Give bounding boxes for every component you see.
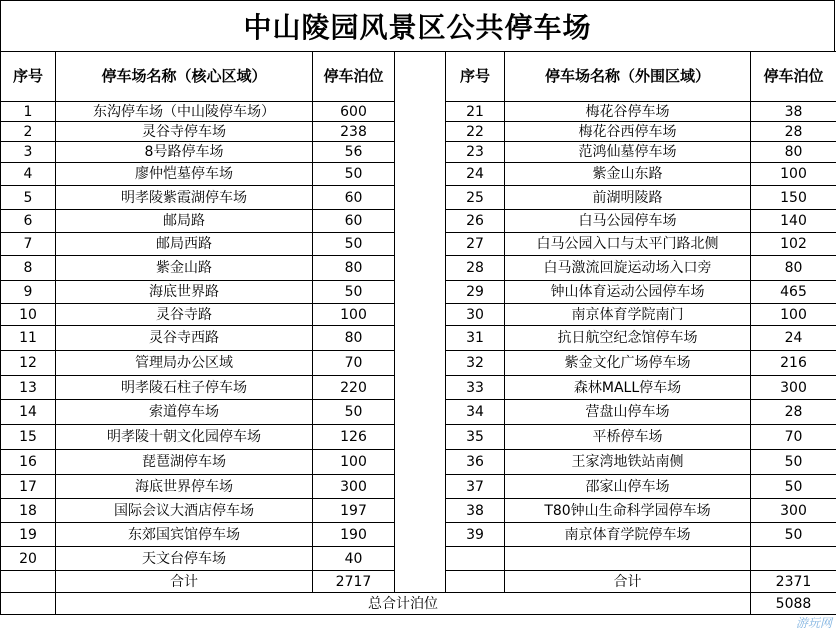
table-row [1,304,836,326]
row-index: 6 [1,210,56,233]
parking-name: 营盘山停车场 [505,400,751,425]
column-gap [395,351,446,376]
parking-name: 平桥停车场 [505,425,751,450]
row-index: 31 [446,326,505,351]
table-row [1,547,836,571]
parking-spaces: 238 [313,122,395,142]
row-index: 35 [446,425,505,450]
parking-name: 天文台停车场 [56,547,313,571]
table-row [1,425,836,450]
row-index: 27 [446,233,505,256]
parking-spaces: 300 [313,475,395,499]
parking-spaces: 140 [751,210,836,233]
column-gap [395,256,446,281]
row-index: 8 [1,256,56,281]
row-index: 1 [1,102,56,122]
column-gap [395,186,446,210]
table-row [1,400,836,425]
table-header-row [1,52,836,102]
row-index: 34 [446,400,505,425]
parking-spaces: 50 [751,450,836,475]
row-index: 29 [446,281,505,304]
parking-name: 梅花谷西停车场 [505,122,751,142]
table-row [1,233,836,256]
table-row [1,475,836,499]
column-gap [395,163,446,186]
empty-cell [1,571,56,593]
column-gap [395,450,446,475]
empty-cell [505,547,751,571]
parking-spaces: 300 [751,376,836,400]
row-index: 10 [1,304,56,326]
parking-spaces: 80 [751,142,836,163]
row-index: 39 [446,523,505,547]
row-index: 12 [1,351,56,376]
col-header-name-left: 停车场名称（核心区域） [56,52,313,102]
parking-name: 王家湾地铁站南侧 [505,450,751,475]
subtotal-row [1,571,836,593]
parking-name: 琵琶湖停车场 [56,450,313,475]
column-gap [395,523,446,547]
parking-name: 邮局路 [56,210,313,233]
row-index: 37 [446,475,505,499]
parking-name: 南京体育学院南门 [505,304,751,326]
page-title: 中山陵园风景区公共停车场 [0,0,835,52]
parking-name: 抗日航空纪念馆停车场 [505,326,751,351]
row-index: 30 [446,304,505,326]
col-header-name-right: 停车场名称（外围区域） [505,52,751,102]
subtotal-label-right: 合计 [505,571,751,593]
parking-name: 明孝陵十朝文化园停车场 [56,425,313,450]
row-index: 17 [1,475,56,499]
table-row [1,102,836,122]
table-row [1,499,836,523]
row-index: 15 [1,425,56,450]
parking-spaces: 600 [313,102,395,122]
subtotal-value-left: 2717 [313,571,395,593]
row-index: 26 [446,210,505,233]
table-row [1,351,836,376]
parking-spaces: 300 [751,499,836,523]
col-header-index-right: 序号 [446,52,505,102]
empty-cell [751,547,836,571]
row-index: 4 [1,163,56,186]
parking-name: 森林MALL停车场 [505,376,751,400]
parking-spaces: 56 [313,142,395,163]
parking-name: 8号路停车场 [56,142,313,163]
parking-name: 灵谷寺路 [56,304,313,326]
parking-name: 明孝陵紫霞湖停车场 [56,186,313,210]
column-gap [395,475,446,499]
parking-spaces: 126 [313,425,395,450]
parking-spaces: 50 [751,475,836,499]
parking-spaces: 100 [313,450,395,475]
column-gap [395,326,446,351]
column-gap [395,122,446,142]
row-index: 5 [1,186,56,210]
watermark: 游玩网 [795,616,832,630]
column-gap [395,376,446,400]
parking-spaces: 28 [751,122,836,142]
parking-name: 东沟停车场（中山陵停车场） [56,102,313,122]
parking-name: 钟山体育运动公园停车场 [505,281,751,304]
row-index: 22 [446,122,505,142]
column-gap [395,304,446,326]
total-value: 5088 [751,593,836,615]
column-gap [395,499,446,523]
subtotal-value-right: 2371 [751,571,836,593]
parking-name: 紫金文化广场停车场 [505,351,751,376]
table-row [1,450,836,475]
parking-spaces: 197 [313,499,395,523]
row-index: 19 [1,523,56,547]
column-gap [395,571,446,593]
parking-spaces: 100 [313,304,395,326]
parking-spaces: 70 [313,351,395,376]
table-row [1,376,836,400]
parking-spaces: 50 [313,163,395,186]
parking-name: 海底世界路 [56,281,313,304]
parking-spaces: 190 [313,523,395,547]
row-index: 14 [1,400,56,425]
parking-spaces: 70 [751,425,836,450]
row-index: 28 [446,256,505,281]
column-gap [395,52,446,102]
column-gap [395,210,446,233]
row-index: 25 [446,186,505,210]
parking-spaces: 102 [751,233,836,256]
row-index: 23 [446,142,505,163]
parking-name: 白马激流回旋运动场入口旁 [505,256,751,281]
parking-spaces: 220 [313,376,395,400]
row-index: 2 [1,122,56,142]
table-row [1,163,836,186]
parking-name: 南京体育学院停车场 [505,523,751,547]
parking-name: 范鸿仙墓停车场 [505,142,751,163]
column-gap [395,102,446,122]
column-gap [395,400,446,425]
row-index: 24 [446,163,505,186]
column-gap [395,233,446,256]
parking-name: 灵谷寺西路 [56,326,313,351]
empty-cell [446,547,505,571]
parking-spaces: 50 [751,523,836,547]
row-index: 33 [446,376,505,400]
table-row [1,122,836,142]
table-body [1,52,836,615]
row-index: 11 [1,326,56,351]
parking-name: 邵家山停车场 [505,475,751,499]
parking-name: 紫金山东路 [505,163,751,186]
parking-spaces: 50 [313,281,395,304]
row-index: 13 [1,376,56,400]
parking-spaces: 60 [313,210,395,233]
parking-name: 明孝陵石柱子停车场 [56,376,313,400]
row-index: 18 [1,499,56,523]
col-header-spaces-left: 停车泊位 [313,52,395,102]
parking-name: 东郊国宾馆停车场 [56,523,313,547]
column-gap [395,547,446,571]
table-row [1,523,836,547]
row-index: 38 [446,499,505,523]
parking-name: 海底世界停车场 [56,475,313,499]
parking-spaces: 465 [751,281,836,304]
parking-name: 白马公园入口与太平门路北侧 [505,233,751,256]
row-index: 32 [446,351,505,376]
table-row [1,326,836,351]
parking-spaces: 24 [751,326,836,351]
parking-spaces: 50 [313,233,395,256]
column-gap [395,425,446,450]
parking-name: 管理局办公区域 [56,351,313,376]
table-row [1,281,836,304]
row-index: 21 [446,102,505,122]
row-index: 3 [1,142,56,163]
parking-table [0,51,836,615]
parking-name: 白马公园停车场 [505,210,751,233]
parking-name: T80钟山生命科学园停车场 [505,499,751,523]
subtotal-label-left: 合计 [56,571,313,593]
col-header-spaces-right: 停车泊位 [751,52,836,102]
parking-spaces: 60 [313,186,395,210]
parking-name: 前湖明陵路 [505,186,751,210]
parking-name: 梅花谷停车场 [505,102,751,122]
parking-spaces: 100 [751,163,836,186]
column-gap [395,142,446,163]
parking-spaces: 150 [751,186,836,210]
parking-spaces: 38 [751,102,836,122]
parking-name: 索道停车场 [56,400,313,425]
row-index: 9 [1,281,56,304]
parking-spaces: 216 [751,351,836,376]
parking-spaces: 80 [751,256,836,281]
parking-name: 廖仲恺墓停车场 [56,163,313,186]
row-index: 7 [1,233,56,256]
parking-name: 国际会议大酒店停车场 [56,499,313,523]
parking-name: 邮局西路 [56,233,313,256]
total-label: 总合计泊位 [56,593,751,615]
row-index: 16 [1,450,56,475]
parking-spaces: 80 [313,256,395,281]
table-row [1,186,836,210]
parking-spaces: 80 [313,326,395,351]
col-header-index-left: 序号 [1,52,56,102]
table-row [1,142,836,163]
empty-cell [446,571,505,593]
parking-name: 灵谷寺停车场 [56,122,313,142]
parking-name: 紫金山路 [56,256,313,281]
column-gap [395,281,446,304]
parking-spaces: 50 [313,400,395,425]
table-row [1,210,836,233]
empty-cell [1,593,56,615]
total-row [1,593,836,615]
parking-spaces: 100 [751,304,836,326]
row-index: 36 [446,450,505,475]
table-row [1,256,836,281]
parking-spaces: 40 [313,547,395,571]
row-index: 20 [1,547,56,571]
parking-spaces: 28 [751,400,836,425]
